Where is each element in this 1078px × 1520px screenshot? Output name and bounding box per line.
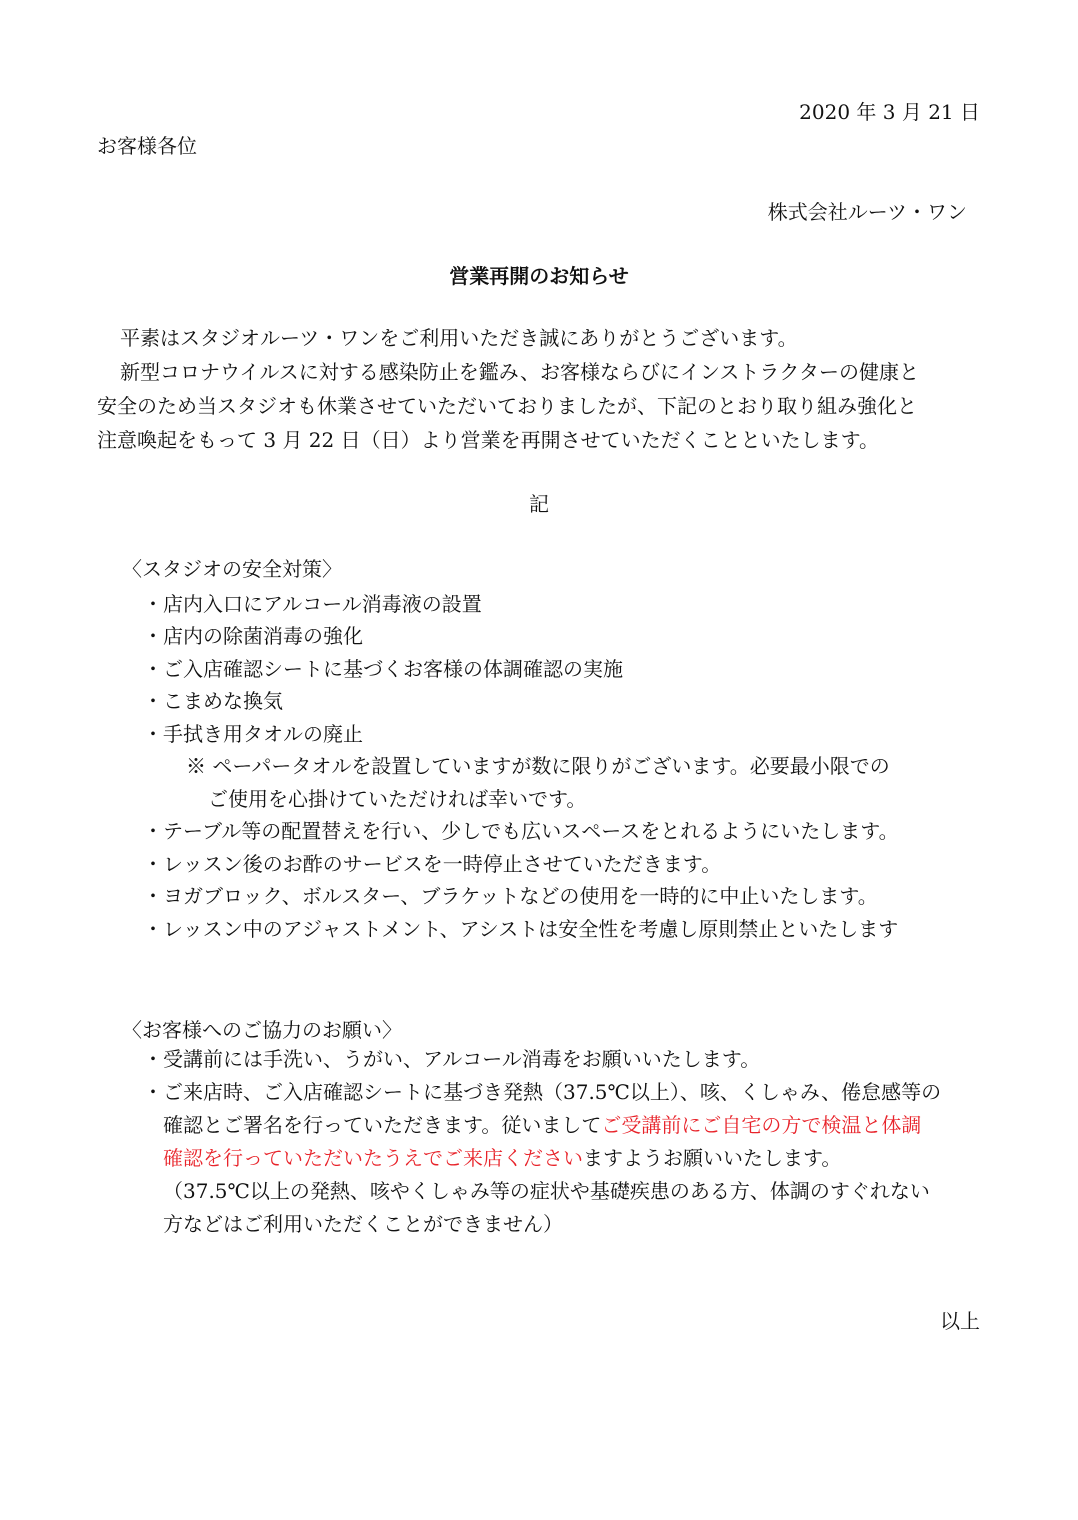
- request-text: 確認とご署名を行っていただきます。従いまして: [163, 1113, 602, 1137]
- request-emphasis: ご受講前にご自宅の方で検温と体調: [601, 1113, 922, 1137]
- intro-line: 安全のため当スタジオも休業させていただいておりましたが、下記のとおり取り組み強化と: [97, 394, 917, 418]
- towel-note: ご使用を心掛けていただければ幸いです。: [208, 787, 587, 811]
- request-note: （37.5℃以上の発熱、咳やくしゃみ等の症状や基礎疾患のある方、体調のすぐれない: [163, 1179, 930, 1203]
- list-item: ・ヨガブロック、ボルスター、ブラケットなどの使用を一時的に中止いたします。: [143, 884, 878, 908]
- list-item: ・店内の除菌消毒の強化: [143, 624, 363, 648]
- intro-line: 注意喚起をもって 3 月 22 日（日）より営業を再開させていただくことといたします。: [97, 428, 880, 452]
- request-text: ますようお願いいたします。: [583, 1146, 842, 1170]
- request-emphasis: 確認を行っていただいたうえでご来店ください: [163, 1146, 583, 1170]
- intro-line: 新型コロナウイルスに対する感染防止を鑑み、お客様ならびにインストラクターの健康と: [120, 360, 919, 384]
- request-item: ・受講前には手洗い、うがい、アルコール消毒をお願いいたします。: [143, 1047, 761, 1071]
- request-item: ・ご来店時、ご入店確認シートに基づき発熱（37.5℃以上）、咳、くしゃみ、倦怠感等の: [143, 1080, 942, 1104]
- list-item: ・ご入店確認シートに基づくお客様の体調確認の実施: [143, 657, 623, 681]
- list-item: ・店内入口にアルコール消毒液の設置: [143, 592, 482, 616]
- document-title: 営業再開のお知らせ: [449, 264, 629, 288]
- safety-heading: 〈スタジオの安全対策〉: [122, 557, 342, 581]
- request-item-continuation: [163, 1142, 841, 1171]
- list-item: ・テーブル等の配置替えを行い、少しでも広いスペースをとれるようにいたします。: [143, 819, 899, 843]
- closing-mark: 以上: [940, 1309, 980, 1333]
- request-note: 方などはご利用いただくことができません）: [163, 1212, 563, 1236]
- requests-heading: 〈お客様へのご協力のお願い〉: [122, 1018, 402, 1042]
- request-item-continuation: [163, 1109, 921, 1138]
- list-item: ・手拭き用タオルの廃止: [143, 722, 363, 746]
- towel-note: ※ ペーパータオルを設置していますが数に限りがございます。必要最小限での: [186, 754, 890, 778]
- list-item: ・レッスン中のアジャストメント、アシストは安全性を考慮し原則禁止といたします: [143, 917, 899, 941]
- company-name: 株式会社ルーツ・ワン: [767, 200, 967, 224]
- addressee: お客様各位: [97, 134, 197, 158]
- list-item: ・こまめな換気: [143, 689, 283, 713]
- list-item: ・レッスン後のお酢のサービスを一時停止させていただきます。: [143, 852, 722, 876]
- intro-line: 平素はスタジオルーツ・ワンをご利用いただき誠にありがとうございます。: [120, 326, 798, 350]
- ki-marker: 記: [529, 492, 549, 516]
- document-date: 2020 年 3 月 21 日: [799, 100, 980, 124]
